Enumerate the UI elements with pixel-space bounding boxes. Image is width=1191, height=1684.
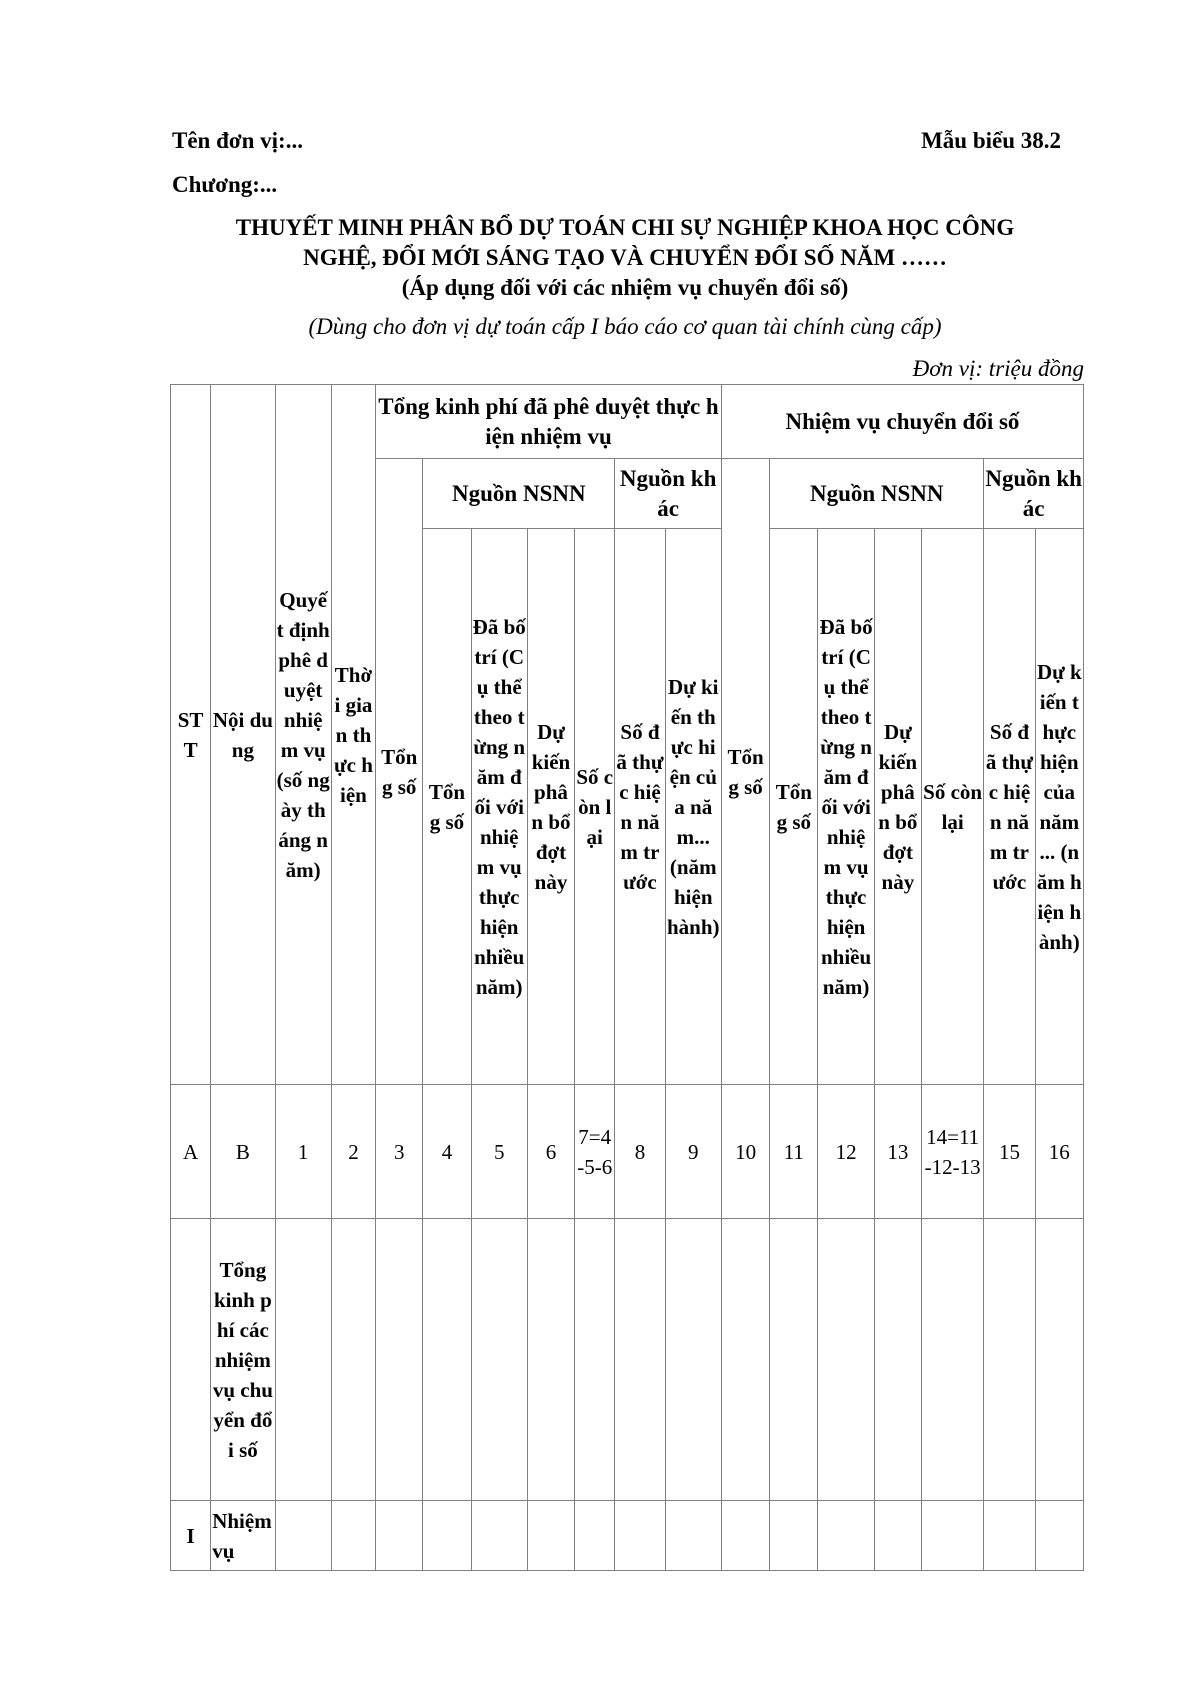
- index-cell: 3: [376, 1085, 423, 1219]
- unit-name: Tên đơn vị:...: [172, 128, 303, 153]
- empty-cell[interactable]: [1035, 1219, 1083, 1501]
- empty-cell[interactable]: [331, 1219, 375, 1501]
- empty-cell[interactable]: [984, 1501, 1035, 1571]
- table-row: [171, 1219, 1084, 1501]
- chapter: Chương:...: [172, 172, 278, 197]
- empty-cell[interactable]: [721, 1501, 769, 1571]
- index-cell: 5: [471, 1085, 527, 1219]
- empty-cell[interactable]: [471, 1501, 527, 1571]
- empty-cell[interactable]: [275, 1219, 331, 1501]
- index-cell: 1: [275, 1085, 331, 1219]
- empty-cell[interactable]: [575, 1219, 615, 1501]
- table-row: [171, 1501, 1084, 1571]
- empty-cell[interactable]: [376, 1219, 423, 1501]
- empty-cell[interactable]: [331, 1501, 375, 1571]
- empty-cell[interactable]: [423, 1501, 471, 1571]
- col-5-header: Đã bố trí (Cụ thể theo từng năm đối với nhiệm vụ thực hiện nhiều năm): [471, 529, 527, 1085]
- other-source-header-1: Nguồn khác: [615, 459, 722, 529]
- index-cell: 7=4-5-6: [575, 1085, 615, 1219]
- empty-cell[interactable]: [527, 1219, 574, 1501]
- empty-cell[interactable]: [575, 1501, 615, 1571]
- row-stt: I: [171, 1501, 211, 1571]
- form-code: Mẫu biểu 38.2: [921, 128, 1061, 153]
- col-15-header: Số đã thực hiện năm trước: [984, 529, 1035, 1085]
- empty-cell[interactable]: [423, 1219, 471, 1501]
- empty-cell[interactable]: [665, 1219, 721, 1501]
- empty-cell[interactable]: [665, 1501, 721, 1571]
- usage-note: (Dùng cho đơn vị dự toán cấp I báo cáo cơ quan tài chính cùng cấp): [308, 314, 942, 339]
- subtitle: (Áp dụng đối với các nhiệm vụ chuyển đổi số): [401, 275, 849, 300]
- col-12-header: Đã bố trí (Cụ thể theo từng năm đối với nhiệm vụ thực hiện nhiều năm): [818, 529, 874, 1085]
- empty-cell[interactable]: [527, 1501, 574, 1571]
- empty-cell[interactable]: [984, 1219, 1035, 1501]
- empty-cell[interactable]: [1035, 1501, 1083, 1571]
- empty-cell[interactable]: [721, 1219, 769, 1501]
- title-line-2: NGHỆ, ĐỔI MỚI SÁNG TẠO VÀ CHUYỂN ĐỔI SỐ NĂM ……: [303, 245, 947, 270]
- col-duration-header: Thời gian thực hiện: [331, 385, 375, 1085]
- empty-cell[interactable]: [921, 1219, 983, 1501]
- empty-cell[interactable]: [615, 1219, 665, 1501]
- col-13-header: Dự kiến phân bổ đợt này: [874, 529, 921, 1085]
- currency-unit: Đơn vị: triệu đồng: [912, 356, 1084, 381]
- nsnn-header-1: Nguồn NSNN: [423, 459, 615, 529]
- index-cell: 16: [1035, 1085, 1083, 1219]
- index-cell: 13: [874, 1085, 921, 1219]
- index-cell: 14=11-12-13: [921, 1085, 983, 1219]
- col-3-total-header: Tổng số: [376, 459, 423, 1085]
- empty-cell[interactable]: [770, 1501, 818, 1571]
- other-source-header-2: Nguồn khác: [984, 459, 1084, 529]
- group-approved-header: Tổng kinh phí đã phê duyệt thực hiện nhiệm vụ: [376, 385, 722, 459]
- title-line-1: THUYẾT MINH PHÂN BỔ DỰ TOÁN CHI SỰ NGHIỆP KHOA HỌC CÔNG: [235, 215, 1015, 240]
- group-tasks-header: Nhiệm vụ chuyển đổi số: [721, 385, 1083, 459]
- row-content: Nhiệm vụ: [211, 1501, 275, 1571]
- col-stt-header: STT: [171, 385, 211, 1085]
- empty-cell[interactable]: [874, 1219, 921, 1501]
- empty-cell[interactable]: [921, 1501, 983, 1571]
- empty-cell[interactable]: [874, 1501, 921, 1571]
- row-content: Tổng kinh phí các nhiệm vụ chuyển đổi số: [211, 1219, 275, 1501]
- index-cell: 11: [770, 1085, 818, 1219]
- row-stt: [171, 1219, 211, 1501]
- col-9-header: Dự kiến thực hiện của năm... (năm hiện hành): [665, 529, 721, 1085]
- col-14-header: Số còn lại: [921, 529, 983, 1085]
- index-cell: 6: [527, 1085, 574, 1219]
- col-content-header: Nội dung: [211, 385, 275, 1085]
- col-16-header: Dự kiến thực hiện của năm ... (năm hiện hành): [1035, 529, 1083, 1085]
- index-cell: 9: [665, 1085, 721, 1219]
- empty-cell[interactable]: [770, 1219, 818, 1501]
- nsnn-header-2: Nguồn NSNN: [770, 459, 984, 529]
- empty-cell[interactable]: [615, 1501, 665, 1571]
- index-cell: 15: [984, 1085, 1035, 1219]
- empty-cell[interactable]: [818, 1501, 874, 1571]
- col-4-header: Tổng số: [423, 529, 471, 1085]
- index-cell: A: [171, 1085, 211, 1219]
- empty-cell[interactable]: [275, 1501, 331, 1571]
- col-8-header: Số đã thực hiện năm trước: [615, 529, 665, 1085]
- col-7-header: Số còn lại: [575, 529, 615, 1085]
- index-row: [171, 1085, 1084, 1219]
- empty-cell[interactable]: [818, 1219, 874, 1501]
- index-cell: 8: [615, 1085, 665, 1219]
- col-10-total-header: Tổng số: [721, 459, 769, 1085]
- col-decision-header: Quyết định phê duyệt nhiệm vụ (số ngày tháng năm): [275, 385, 331, 1085]
- index-cell: 4: [423, 1085, 471, 1219]
- empty-cell[interactable]: [376, 1501, 423, 1571]
- col-11-header: Tổng số: [770, 529, 818, 1085]
- empty-cell[interactable]: [471, 1219, 527, 1501]
- index-cell: 2: [331, 1085, 375, 1219]
- budget-table: [170, 384, 1084, 1571]
- col-6-header: Dự kiến phân bổ đợt này: [527, 529, 574, 1085]
- index-cell: 12: [818, 1085, 874, 1219]
- index-cell: B: [211, 1085, 275, 1219]
- index-cell: 10: [721, 1085, 769, 1219]
